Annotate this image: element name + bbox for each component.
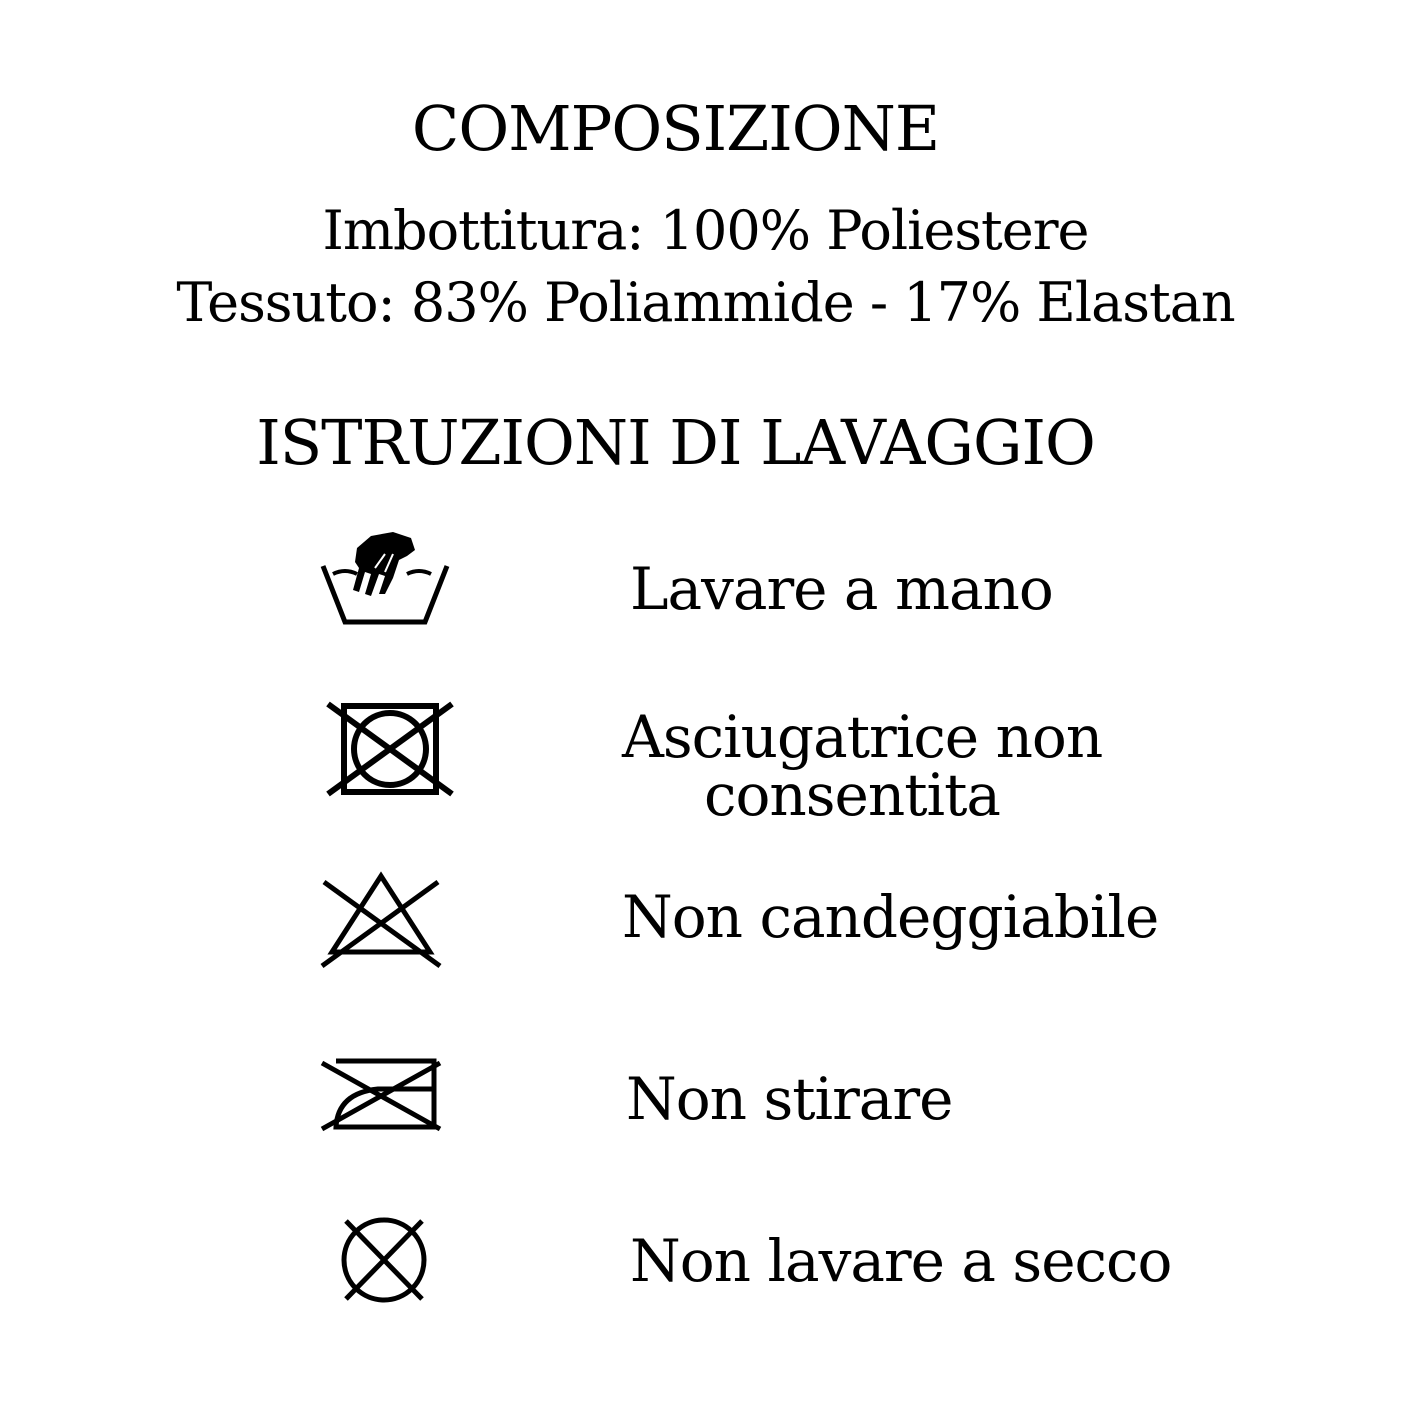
hand-wash-icon (315, 528, 455, 628)
care-label-no-bleach: Non candeggiabile (622, 883, 1159, 951)
composition-fabric-line: Tessuto: 83% Poliammide - 17% Elastan (176, 271, 1235, 334)
care-instructions-title: ISTRUZIONI DI LAVAGGIO (256, 406, 1095, 479)
care-label-no-tumble-dry-line2: consentita (704, 761, 1000, 829)
composition-filling-line: Imbottitura: 100% Poliestere (322, 199, 1089, 262)
no-bleach-icon (318, 868, 444, 970)
care-label-no-dry-clean: Non lavare a secco (630, 1227, 1172, 1295)
no-dry-clean-icon (336, 1213, 432, 1307)
care-label-no-tumble-dry-line1: Asciugatrice non (622, 703, 1103, 771)
composition-title: COMPOSIZIONE (411, 92, 940, 165)
no-tumble-dry-icon (322, 700, 456, 800)
care-label-no-tumble-dry (622, 703, 1103, 829)
no-iron-icon (318, 1053, 444, 1141)
care-label-hand-wash: Lavare a mano (630, 555, 1053, 623)
care-label-no-iron: Non stirare (626, 1065, 953, 1133)
